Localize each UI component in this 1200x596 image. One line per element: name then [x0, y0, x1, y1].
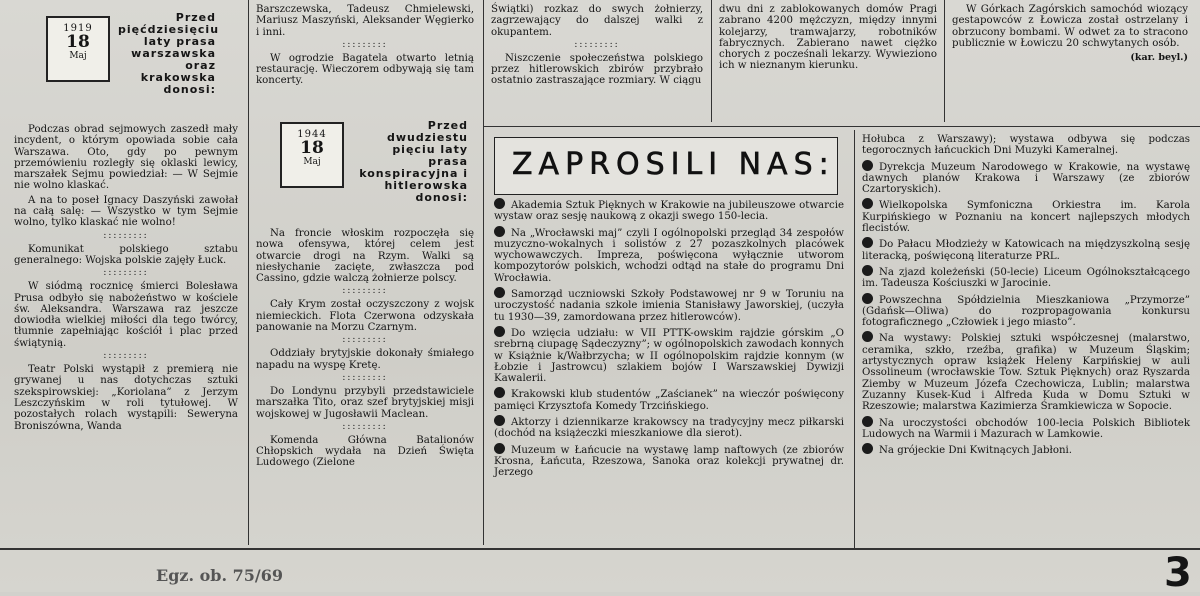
- bullet-icon: [862, 443, 873, 454]
- list-item: [862, 160, 1190, 196]
- list-item-text: Na „Wrocławski maj” czyli I ogólnopolski przegląd 34 zespołów muzyczno-wokalnych i solistów z 27 pozaszkolnych placówek wychowawczych. Impreza, poświęcona wyłącznie utworom kompozytorów polskich, wchodzi odtąd na stałe do programu Dni Wrocławia.: [494, 227, 844, 284]
- bullet-icon: [862, 198, 873, 209]
- paragraph: W siódmą rocznicę śmierci Bolesława Prusa odbyło się nabożeństwo w kościele św. Aleksandra. Warszawa raz jeszcze dowiodła wielkiej miłości dla tego twórcy, tłumnie zapełniając kościół i plac przed świątynią.: [14, 281, 238, 349]
- list-item-text: Wielkopolska Symfoniczna Orkiestra im. Karola Kurpińskiego w Poznaniu na koncert najlepszych młodych flecistów.: [862, 200, 1190, 235]
- list-item: [494, 387, 844, 412]
- list-item: [494, 198, 844, 223]
- separator-stars: :::::::::: [342, 372, 388, 383]
- list-item-text: Muzeum w Łańcucie na wystawę lamp naftowych (ze zbiorów Krosna, Łańcuta, Rzeszowa, Sanoka oraz kolekcji prywatnej dr. Jerzego: [494, 444, 844, 479]
- column-rule: [248, 0, 249, 545]
- paragraph: dwu dni z zablokowanych domów Pragi zabrano 4200 mężczyzn, między innymi kolejarzy, tramwajarzy, robotników fabrycznych. Zabierano nawet ciężko chorych z pocześnali lekarzy. Wywieziono ich w nieznanym kierunku.: [719, 4, 937, 72]
- zaprosili-right-column: [862, 134, 1190, 459]
- bullet-icon: [494, 287, 505, 298]
- section-header-1944: Przed dwudziestu pięciu laty prasa konspiracyjna i hitlerowska donosi:: [359, 119, 468, 204]
- paragraph: Komunikat polskiego sztabu generalnego: Wojska polskie zajęły Łuck.: [14, 243, 238, 266]
- bullet-icon: [862, 293, 873, 304]
- column-rule: [483, 0, 484, 545]
- paragraph: Niszczenie społeczeństwa polskiego przez hitlerowskich zbirów przybrało ostatnio zastraszające rozmiary. W ciągu: [491, 52, 703, 87]
- bullet-icon: [862, 331, 873, 342]
- paragraph: Na froncie włoskim rozpoczęła się nowa ofensywa, której celem jest otwarcie drogi na Rzym. Walki są niesłychanie zacięte, zwłaszcza pod Cassino, gdzie walczą żołnierze polscy.: [256, 228, 474, 285]
- separator-stars: :::::::::: [103, 351, 149, 362]
- list-item-text: Akademia Sztuk Pięknych w Krakowie na jubileuszowe otwarcie wystaw oraz sesję naukową z okazji swego 150-lecia.: [494, 200, 844, 223]
- bullet-icon: [494, 198, 505, 209]
- author-signature: (kar. beyl.): [1130, 52, 1188, 64]
- separator-stars: :::::::::: [342, 421, 388, 432]
- paragraph: Świątki) rozkaz do swych żołnierzy, zagrzewający do dalszej walki z okupantem.: [491, 4, 703, 38]
- bullet-icon: [862, 160, 873, 171]
- date-year: 1919: [63, 23, 93, 34]
- list-item-text: Aktorzy i dziennikarze krakowscy na tradycyjny mecz piłkarski (dochód na książeczki mieszkaniowe dla sierot).: [494, 417, 844, 440]
- separator-stars: :::::::::: [342, 335, 388, 346]
- section-rule: [483, 126, 1200, 127]
- bullet-icon: [494, 226, 505, 237]
- archive-note: Egz. ob. 75/69: [156, 566, 283, 585]
- list-item: [862, 331, 1190, 412]
- list-item: [862, 237, 1190, 262]
- list-item-text: Powszechna Spółdzielnia Mieszkaniowa „Przymorze” (Gdańsk—Oliwa) do rozpropagowania konkursu fotograficznego „Człowiek i jego miasto”.: [862, 294, 1190, 329]
- list-item-text: Krakowski klub studentów „Zaścianek” na wieczór poświęcony pamięci Krzysztofa Komedy Trzcińskiego.: [494, 389, 844, 412]
- list-item: [862, 293, 1190, 329]
- list-item-text: Na uroczystości obchodów 100-lecia Polskich Bibliotek Ludowych na Warmii i Mazurach w Lamkowie.: [862, 417, 1190, 440]
- date-day: 18: [300, 138, 324, 158]
- list-item: [494, 326, 844, 384]
- column-5-top-text: [952, 4, 1188, 63]
- list-item: [862, 265, 1190, 290]
- paragraph: A na to poseł Ignacy Daszyński zawołał na całą salę: — Wszystko w tym Sejmie wolno, tylko klaskać nie wolno!: [14, 194, 238, 229]
- column-rule: [854, 130, 855, 550]
- list-item: [494, 443, 844, 479]
- paragraph: W ogrodzie Bagatela otwarto letnią restaurację. Wieczorem odbywają się tam koncerty.: [256, 52, 474, 87]
- zaprosili-title: ZAPROSILI NAS:: [512, 147, 835, 182]
- bullet-icon: [862, 416, 873, 427]
- paragraph: Cały Krym został oczyszczony z wojsk niemieckich. Flota Czerwona odzyskała panowanie na Morzu Czarnym.: [256, 299, 474, 334]
- bullet-icon: [862, 265, 873, 276]
- list-item: [862, 443, 1190, 456]
- separator-stars: :::::::::: [574, 39, 620, 50]
- page-bottom-rule: [0, 548, 1200, 550]
- bullet-icon: [494, 443, 505, 454]
- paragraph: Do Londynu przybyli przedstawiciele marszałka Tito, oraz szef brytyjskiej misji wojskowej w Jugosławii Maclean.: [256, 385, 474, 420]
- list-item: [494, 415, 844, 440]
- list-item-text: Na wystawy: Polskiej sztuki współczesnej (malarstwo, ceramika, szkło, rzeźba, grafika) w Muzeum Śląskim; artystycznych opraw książek Heleny Karpińskiej w auli Ossolineum (wrocławskie Tow. Sztuk Pięknych) oraz Ryszarda Ziemby w Muzeum Józefa Czechowicza, Lublin; malarstwa Zuzanny Kusek-Kud i Alfreda Kuda w Domu Sztuki w Rzeszowie; malarstwa Kazimierza Śramkiewicza w Sopocie.: [862, 333, 1190, 413]
- zaprosili-left-column: [494, 198, 844, 482]
- paragraph: Barszczewska, Tadeusz Chmielewski, Mariusz Maszyński, Aleksander Węgierko i inni.: [256, 4, 474, 38]
- separator-stars: :::::::::: [342, 286, 388, 297]
- paragraph: Oddziały brytyjskie dokonały śmiałego napadu na wyspę Kretę.: [256, 348, 474, 371]
- list-item-text: Samorząd uczniowski Szkoły Podstawowej nr 9 w Toruniu na uroczystość nadania szkole imienia Stanisławy Jaworskiej, (uczyła tu 1930—39, zamordowana przez hitlerowców).: [494, 289, 844, 323]
- list-item-text: Dyrekcja Muzeum Narodowego w Krakowie, na wystawę dawnych planów Krakowa i Warszawy (ze zbiorów Czartoryskich).: [862, 161, 1190, 196]
- paragraph: W Górkach Zagórskich samochód wiozący gestapowców z Łowicza został ostrzelany i obrzucony bombami. W odwet za to stracono publicznie w Łowiczu 20 schwytanych osób.: [952, 4, 1188, 49]
- paragraph: Teatr Polski wystąpił z premierą nie grywanej u nas dotychczas sztuki szekspirowskiej: „Koriolana” z Jerzym Leszczyńskim w roli tytułowej. W pozostałych rolach wystąpili: Seweryna Broniszówna, Wanda: [14, 364, 238, 432]
- list-item-continuation: Hołubca z Warszawy); wystawa odbywa się podczas tegorocznych łańcuckich Dni Muzyki Kameralnej.: [862, 134, 1190, 157]
- separator-stars: :::::::::: [342, 39, 388, 50]
- column-1919-text: [14, 124, 238, 435]
- column-4-top-text: [719, 4, 937, 75]
- date-month: Maj: [303, 157, 321, 167]
- bullet-icon: [494, 326, 505, 337]
- page-number: 3: [1164, 550, 1192, 596]
- section-header-1919: Przed pięćdziesięciu laty prasa warszawska oraz krakowska donosi:: [118, 11, 220, 96]
- date-month: Maj: [69, 51, 87, 61]
- list-item: [862, 416, 1190, 441]
- separator-stars: :::::::::: [103, 230, 149, 241]
- separator-stars: :::::::::: [103, 268, 149, 279]
- column-rule: [944, 0, 945, 122]
- date-box-1919: [46, 16, 110, 82]
- column-1944-text: [256, 228, 474, 472]
- paragraph: Podczas obrad sejmowych zaszedł mały incydent, o którym opowiada sobie cała Warszawa. Oto, gdy po pewnym przemówieniu rozległy się oklaski lewicy, marszałek Sejmu powiedział: — W Sejmie nie wolno klaskać.: [14, 124, 238, 192]
- column-rule: [711, 0, 712, 122]
- list-item-text: Do wzięcia udziału: w VII PTTK-owskim rajdzie górskim „O srebrną ciupagę Sądeczyzny”; w ogólnopolskich zawodach konnych w Książnie k/Wałbrzycha; w II ogólnopolskim rajdzie konnym (w Łobzie i Jastrowcu) szlakiem bojów I Warszawskiej Dywizji Kawalerii.: [494, 327, 844, 385]
- list-item-text: Na zjazd koleżeński (50-lecie) Liceum Ogólnokształcącego im. Tadeusza Kościuszki w Jarocinie.: [862, 266, 1190, 290]
- list-item: [494, 226, 844, 284]
- column-2-top-text: [256, 4, 474, 90]
- bullet-icon: [494, 387, 505, 398]
- date-day: 18: [66, 32, 90, 52]
- list-item-text: Na grójeckie Dni Kwitnących Jabłoni.: [879, 445, 1073, 457]
- list-item: [862, 198, 1190, 234]
- list-item: [494, 287, 844, 323]
- paragraph: Komenda Główna Batalionów Chłopskich wydała na Dzień Święta Ludowego (Zielone: [256, 434, 474, 469]
- bullet-icon: [862, 237, 873, 248]
- bullet-icon: [494, 415, 505, 426]
- column-3-top-text: [491, 4, 703, 90]
- list-item-text: Do Pałacu Młodzieży w Katowicach na międzyszkolną sesję literacką, poświęconą literaturze PRL.: [862, 239, 1190, 262]
- date-box-1944: [280, 122, 344, 188]
- date-year: 1944: [297, 129, 327, 140]
